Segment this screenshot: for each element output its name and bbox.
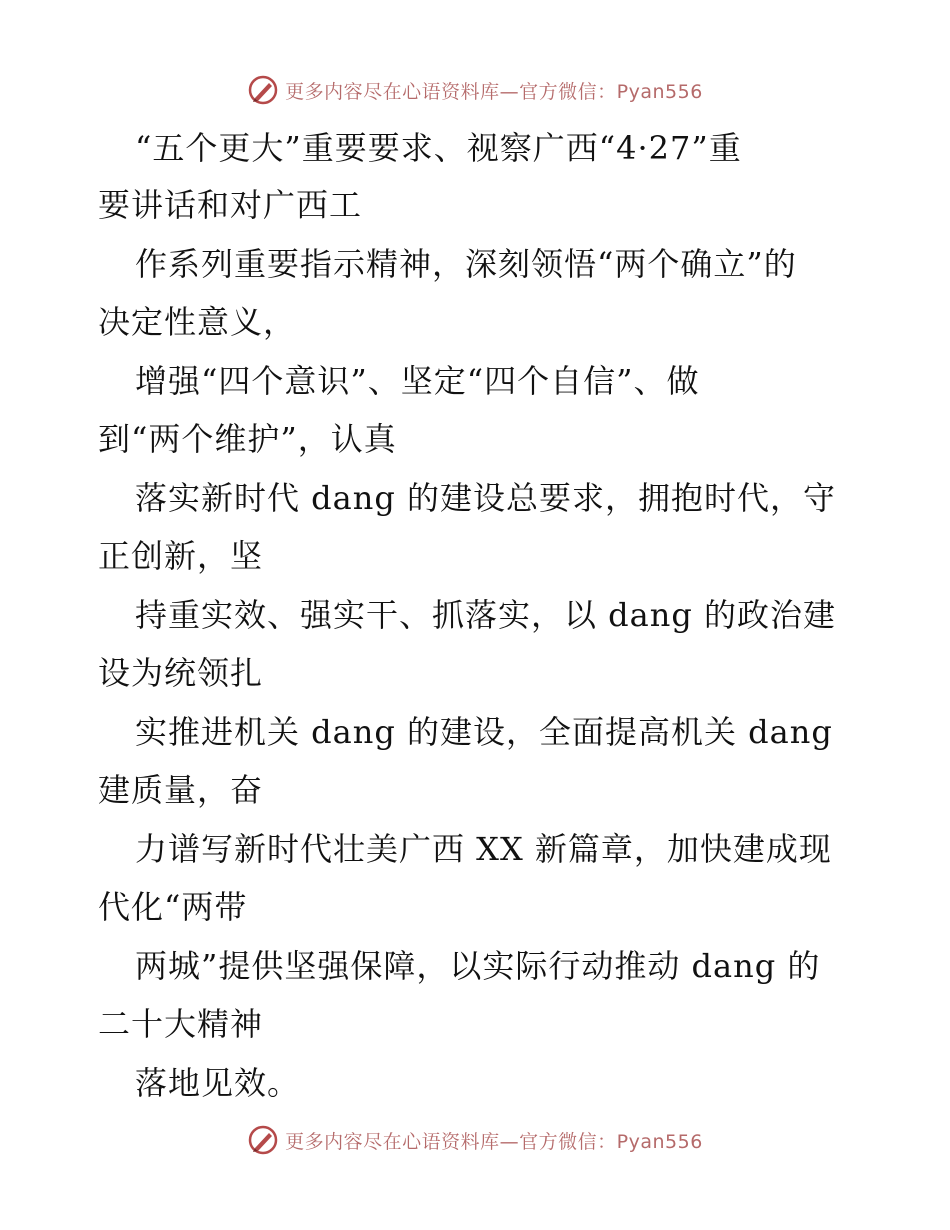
text-line: 作系列重要指示精神，深刻领悟“两个确立”的	[135, 245, 797, 283]
text-line: 持重实效、强实干、抓落实，以 dang 的政治建	[135, 596, 837, 634]
text-line: 落地见效。	[135, 1064, 301, 1102]
text-line: 两城”提供坚强保障，以实际行动推动 dang 的	[135, 947, 821, 985]
text-line: 二十大精神	[98, 1005, 264, 1043]
text-line: 要讲话和对广西工	[98, 186, 363, 224]
watermark-text: 更多内容尽在心语资料库—官方微信：Pyan556	[285, 80, 703, 103]
text-line: 建质量，奋	[98, 771, 264, 809]
text-line: “五个更大”重要要求、视察广西“4·27”重	[135, 129, 742, 167]
text-line: 决定性意义，	[98, 303, 297, 341]
text-line: 正创新，坚	[98, 537, 264, 575]
footer-watermark	[0, 1120, 950, 1160]
text-line: 落实新时代 dang 的建设总要求，拥抱时代，守	[135, 479, 837, 517]
text-line: 增强“四个意识”、坚定“四个自信”、做	[135, 362, 700, 400]
pen-logo-icon	[247, 74, 279, 106]
header-watermark	[0, 70, 950, 110]
text-line: 代化“两带	[98, 888, 248, 926]
text-line: 实推进机关 dang 的建设，全面提高机关 dang	[135, 713, 833, 751]
watermark-text: 更多内容尽在心语资料库—官方微信：Pyan556	[285, 1130, 703, 1153]
text-line: 力谱写新时代壮美广西 XX 新篇章，加快建成现	[135, 830, 832, 868]
text-line: 设为统领扎	[98, 654, 264, 692]
pen-logo-icon	[247, 1124, 279, 1156]
text-line: 到“两个维护”，认真	[98, 420, 397, 458]
